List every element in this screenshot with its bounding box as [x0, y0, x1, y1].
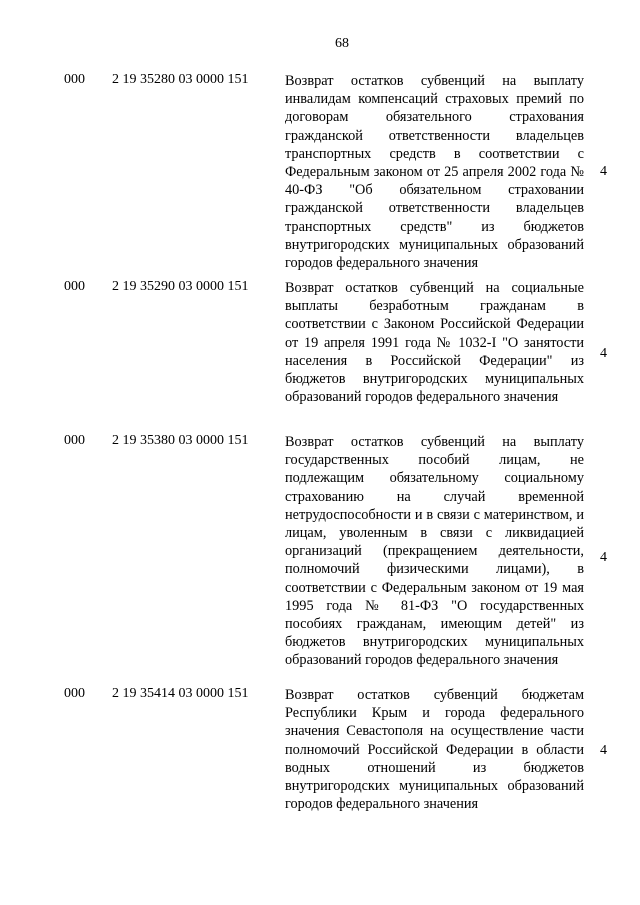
income-name: Возврат остатков субвенций на выплату государственных пособий лицам, не подлежащим обязательному социальному страхованию на случай временной нетрудоспособности и в связи с материнством, и лицам, уволенным в связи с ликвидацией организаций (прекращением деятельности, полномочий физическими лицами), в соответствии с Федеральным законом от 19 мая 1995 года № 81-ФЗ "О государственных пособиях гражданам, имеющим детей" из бюджетов внутригородских муниципальных образований городов федерального значения [285, 434, 584, 669]
budget-classification-code: 2 19 35414 03 0000 151 [112, 686, 249, 701]
row-value: 4 [600, 164, 607, 179]
row-value: 4 [600, 346, 607, 361]
row-value: 4 [600, 550, 607, 565]
income-name: Возврат остатков субвенций на выплату инвалидам компенсаций страховых премий по договорам обязательного страхования гражданской ответственности владельцев транспортных средств в соответствии с Федеральным законом от 25 апреля 2002 года № 40-ФЗ "Об обязательном страховании гражданской ответственности владельцев транспортных средств" из бюджетов внутригородских муниципальных образований городов федерального значения [285, 73, 584, 272]
admin-code: 000 [64, 433, 85, 448]
budget-classification-code: 2 19 35280 03 0000 151 [112, 72, 249, 87]
budget-classification-code: 2 19 35380 03 0000 151 [112, 433, 249, 448]
page-number: 68 [335, 36, 349, 51]
admin-code: 000 [64, 279, 85, 294]
budget-classification-code: 2 19 35290 03 0000 151 [112, 279, 249, 294]
admin-code: 000 [64, 72, 85, 87]
income-name: Возврат остатков субвенций бюджетам Республики Крым и города федерального значения Севастополя на осуществление части полномочий Российской Федерации в области водных отношений из бюджетов внутригородских муниципальных образований городов федерального значения [285, 687, 584, 813]
income-name: Возврат остатков субвенций на социальные выплаты безработным гражданам в соответствии с Законом Российской Федерации от 19 апреля 1991 года № 1032-I "О занятости населения в Российской Федерации" из бюджетов внутригородских муниципальных образований городов федерального значения [285, 280, 584, 406]
row-value: 4 [600, 743, 607, 758]
admin-code: 000 [64, 686, 85, 701]
